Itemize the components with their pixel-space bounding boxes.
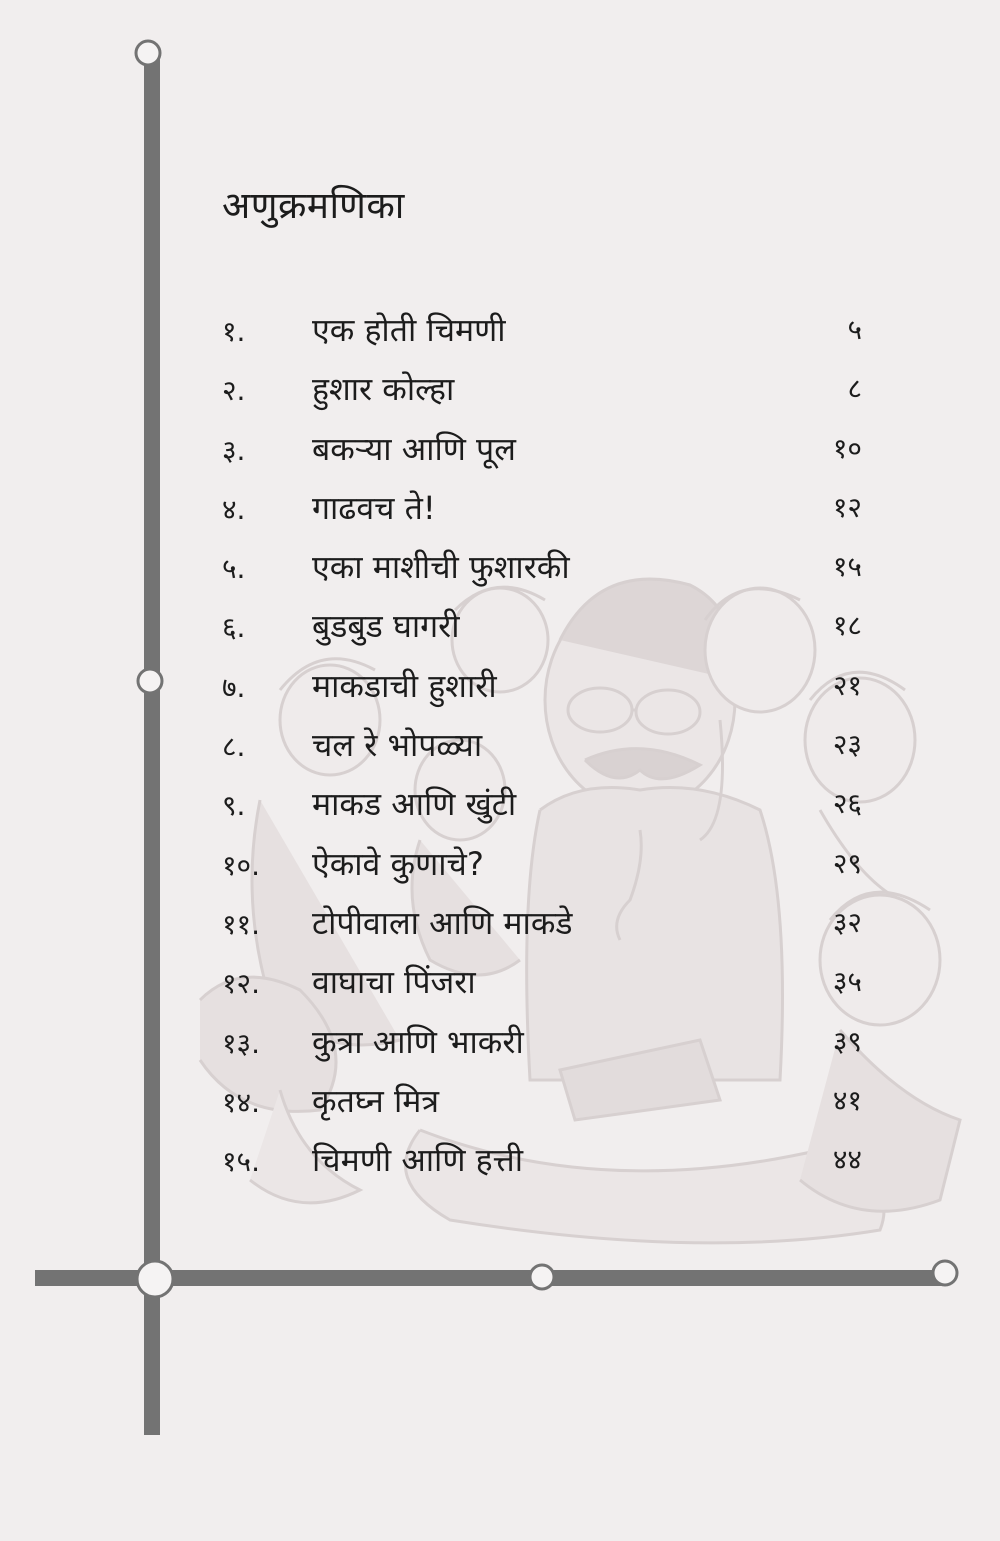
entry-page: ३५ — [832, 965, 862, 999]
entry-title: टोपीवाला आणि माकडे — [312, 903, 573, 942]
entry-title: कुत्रा आणि भाकरी — [312, 1022, 524, 1061]
toc-entry-1[interactable] — [222, 304, 862, 363]
entry-page: ४१ — [832, 1083, 862, 1117]
entry-page: ८ — [847, 372, 862, 406]
entry-page: २१ — [832, 668, 862, 702]
entry-page: २३ — [832, 728, 862, 762]
page-title: अणुक्रमणिका — [222, 184, 405, 227]
toc-entry-11[interactable] — [222, 897, 862, 956]
entry-page: २९ — [832, 846, 862, 880]
entry-page: १८ — [832, 609, 862, 643]
entry-title: माकडाची हुशारी — [312, 666, 497, 705]
table-of-contents — [222, 304, 862, 1193]
entry-number: १४. — [222, 1085, 261, 1119]
entry-number: ९. — [222, 789, 246, 823]
toc-entry-10[interactable] — [222, 838, 862, 897]
entry-number: ३. — [222, 433, 246, 467]
entry-title: चिमणी आणि हत्ती — [312, 1141, 524, 1180]
entry-title: एका माशीची फुशारकी — [312, 548, 570, 587]
entry-title: एक होती चिमणी — [312, 311, 506, 349]
entry-number: ८. — [222, 730, 246, 764]
toc-entry-4[interactable] — [222, 482, 862, 541]
entry-number: १५. — [222, 1145, 261, 1179]
toc-entry-5[interactable] — [222, 541, 862, 600]
entry-number: ११. — [222, 907, 261, 941]
entry-page: ३२ — [832, 905, 862, 939]
entry-page: ५ — [847, 313, 862, 346]
toc-entry-2[interactable] — [222, 363, 862, 422]
entry-page: १२ — [832, 490, 862, 524]
entry-title: बकऱ्या आणि पूल — [312, 429, 516, 468]
entry-number: १. — [222, 315, 246, 348]
entry-number: १३. — [222, 1026, 261, 1060]
entry-number: २. — [222, 374, 246, 408]
toc-entry-14[interactable] — [222, 1075, 862, 1134]
entry-title: हुशार कोल्हा — [312, 370, 455, 409]
entry-title: चल रे भोपळ्या — [312, 726, 483, 765]
entry-page: १५ — [832, 550, 862, 584]
entry-number: ६. — [222, 611, 246, 645]
entry-title: गाढवच ते! — [312, 488, 436, 527]
entry-title: बुडबुड घागरी — [312, 607, 460, 646]
entry-number: १०. — [222, 848, 261, 882]
entry-page: ४४ — [832, 1143, 862, 1177]
toc-entry-13[interactable] — [222, 1016, 862, 1075]
toc-entry-12[interactable] — [222, 956, 862, 1015]
entry-number: ७. — [222, 670, 246, 704]
entry-page: १० — [832, 431, 862, 465]
entry-number: ४. — [222, 492, 246, 526]
toc-entry-6[interactable] — [222, 600, 862, 659]
entry-number: ५. — [222, 552, 246, 586]
entry-page: २६ — [832, 787, 862, 821]
entry-title: ऐकावे कुणाचे? — [312, 844, 484, 883]
entry-title: माकड आणि खुंटी — [312, 785, 517, 824]
toc-entry-8[interactable] — [222, 719, 862, 778]
entry-number: १२. — [222, 967, 261, 1001]
toc-entry-9[interactable] — [222, 778, 862, 837]
entry-title: कृतघ्न मित्र — [312, 1081, 440, 1120]
entry-title: वाघाचा पिंजरा — [312, 963, 476, 1002]
toc-entry-3[interactable] — [222, 423, 862, 482]
entry-page: ३९ — [832, 1024, 862, 1058]
toc-entry-15[interactable] — [222, 1134, 862, 1193]
toc-entry-7[interactable] — [222, 660, 862, 719]
